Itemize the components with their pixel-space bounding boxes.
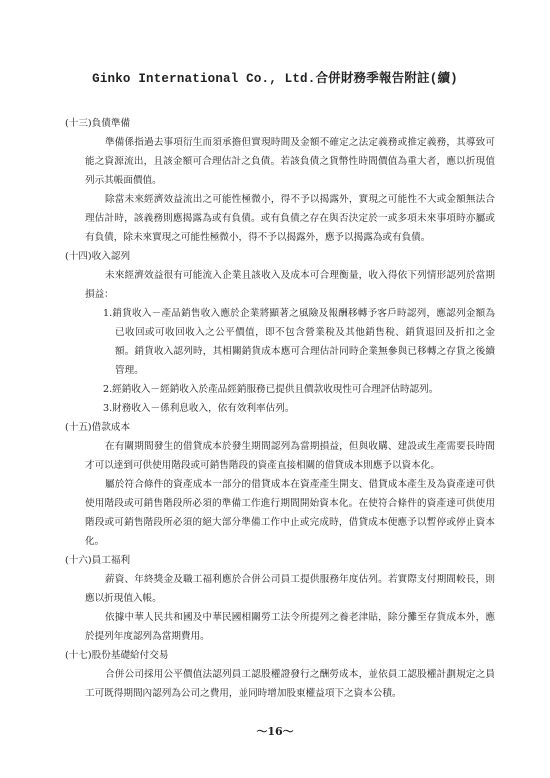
list-item: 3.財務收入－係利息收入，依有效利率估列。 (103, 403, 295, 414)
section-title: (十五)借款成本 (65, 422, 131, 433)
list-item: 1.銷貨收入－產品銷售收入應於企業將顯著之風險及報酬移轉予客戶時認列，應認列金額為已收回或可收回收入之公平價值，即不包含營業稅及其他銷售稅、銷貨退回及折扣之金額。銷貨收入認列時，其相關銷貨成本應可合理估計同時企業無參與已移轉之存貨之後續管理。 (103, 308, 495, 376)
page-number: ～16～ (256, 725, 294, 738)
section-revenue (65, 247, 495, 418)
paragraph: 依據中華人民共和國及中華民國相關勞工法令所提列之養老津貼，除分攤至存貨成本外，應於提列年度認列為當期費用。 (85, 612, 495, 642)
page-header: Ginko International Co., Ltd.合併財務季報告附註(續) (92, 72, 458, 86)
paragraph: 在有關期間發生的借貸成本於發生期間認列為當期損益，但與收購、建設或生產需要長時間才可以達到可供使用階段或可銷售階段的資產直接相關的借貸成本則應予以資本化。 (85, 441, 495, 471)
section-provisions (65, 114, 495, 247)
section-title: (十三)負債準備 (65, 118, 131, 129)
document-body (65, 114, 495, 703)
section-share-based-payment (65, 646, 495, 703)
paragraph: 合併公司採用公平價值法認列員工認股權證發行之酬勞成本，並依員工認股權計劃規定之員工可既得期間內認列為公司之費用，並同時增加股東權益項下之資本公積。 (85, 669, 495, 699)
section-title: (十六)員工福利 (65, 555, 131, 566)
paragraph: 未來經濟效益很有可能流入企業且該收入及成本可合理衡量，收入得依下列情形認列於當期損益： (85, 270, 495, 300)
paragraph: 屬於符合條件的資產成本一部分的借貸成本在資產產生開支、借貸成本產生及為資產達可供使用階段或可銷售階段所必須的準備工作進行期間開始資本化。在使符合條件的資產達可供使用階段或可銷售階段所必須的絕大部分準備工作中止或完成時，借貸成本便應予以暫停或停止資本化。 (85, 479, 495, 547)
section-title: (十七)股份基礎給付交易 (65, 650, 169, 661)
paragraph: 薪資、年終獎金及職工福利應於合併公司員工提供服務年度估列。若實際支付期間較長，則應以折現值入帳。 (85, 574, 495, 604)
paragraph: 準備係指過去事項衍生而須承擔但實現時間及金額不確定之法定義務或推定義務，其導致可能之資源流出，且該金額可合理估計之負債。若該負債之貨幣性時間價值為重大者，應以折現值列示其帳面價值。 (85, 137, 495, 186)
section-title: (十四)收入認列 (65, 251, 131, 262)
section-employee-benefits (65, 551, 495, 646)
list-item: 2.經銷收入－經銷收入於產品經銷服務已提供且價款收現性可合理評估時認列。 (103, 384, 439, 395)
section-borrowing-costs (65, 418, 495, 551)
paragraph: 除當未來經濟效益流出之可能性極微小，得不予以揭露外，實現之可能性不大或金額無法合理估計時，該義務則應揭露為或有負債。或有負債之存在與否決定於一或多項未來事項時亦屬或有負債，除未來實現之可能性極微小，得不予以揭露外，應予以揭露為或有負債。 (85, 194, 495, 243)
